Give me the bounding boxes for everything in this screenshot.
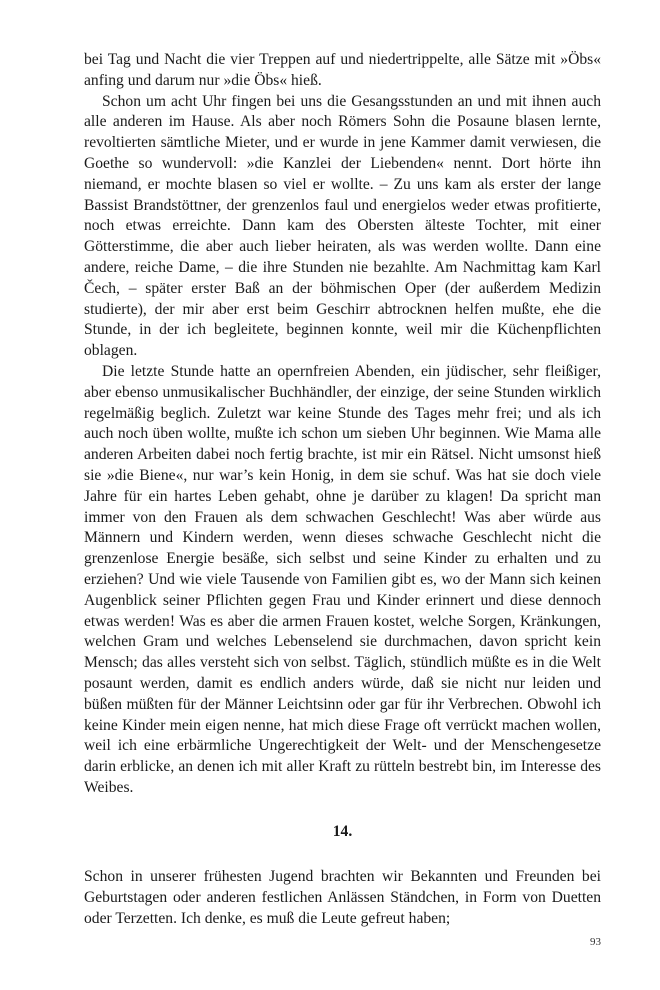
paragraph-2: Schon um acht Uhr fingen bei uns die Gesangsstunden an und mit ihnen auch alle anderen im Hause. Als aber noch Römers Sohn die Posaune blasen lernte, revoltierten sämtliche Mieter, und er wurde in jene Kammer damit verwiesen, die Goethe so wundervoll: »die Kanzlei der Liebenden« nennt. Dort hörte ihn niemand, er mochte blasen so viel er wollte. – Zu uns kam als erster der lange Bassist Brandstöttner, der grenzenlos faul und energielos weder etwas profitierte, noch etwas erreichte. Dann kam des Obersten älteste Tochter, mit einer Götterstimme, die aber auch lieber heiraten, als was werden wollte. Dann eine andere, reiche Dame, – die ihre Stunden nie bezahlte. Am Nachmittag kam Karl Čech, – später erster Baß an der böhmischen Oper (der außerdem Medizin studierte), der mir aber erst beim Geschirr abtrocknen helfen mußte, ehe die Stunde, in der ich begleitete, beginnen konnte, weil mir die Küchenpflichten oblagen. xyxy=(84,92,601,360)
page-body xyxy=(84,50,601,930)
page-number: 93 xyxy=(590,936,601,948)
paragraph-1: bei Tag und Nacht die vier Treppen auf und niedertrippelte, alle Sätze mit »Öbs« anfing und darum nur »die Öbs« hieß. xyxy=(84,51,601,89)
paragraph-4: Schon in unserer frühesten Jugend brachten wir Bekannten und Freunden bei Geburtstagen oder anderen festlichen Anlässen Ständchen, in Form von Duetten oder Terzetten. Ich denke, es muß die Leute gefreut haben; xyxy=(84,868,601,928)
chapter-heading: 14. xyxy=(332,822,353,840)
paragraph-3: Die letzte Stunde hatte an opernfreien Abenden, ein jüdischer, sehr fleißiger, aber ebenso unmusikalischer Buchhändler, der einzige, der seine Stunden wirklich regelmäßig beglich. Zuletzt war keine Stunde des Tages mehr frei; und als ich auch noch üben wollte, mußte ich schon um sieben Uhr beginnen. Wie Mama alle anderen Arbeiten dabei noch fertig brachte, ist mir ein Rätsel. Nicht umsonst hieß sie »die Biene«, nur war’s kein Honig, in dem sie schuf. Was hat sie doch viele Jahre für ein hartes Leben gehabt, ohne je darüber zu klagen! Da spricht man immer von den Frauen als dem schwachen Geschlecht! Was aber würde aus Männern und Kindern werden, wenn dieses schwache Geschlecht nicht die grenzenlose Energie besäße, sich selbst und seine Kinder zu erhalten und zu erziehen? Und wie viele Tausende von Familien gibt es, wo der Mann sich keinen Augenblick seiner Pflichten gegen Frau und Kinder erinnert und diese dennoch etwas werden! Was es aber die armen Frauen kostet, welche Sorgen, Kränkungen, welchen Gram und welches Lebenselend sie durchmachen, davon spricht kein Mensch; das alles versteht sich von selbst. Täglich, stündlich müßte es in die Welt posaunt werden, damit es endlich anders würde, daß sie nicht nur leiden und büßen müßten für der Männer Leichtsinn oder gar für ihr Verbrechen. Obwohl ich keine Kinder mein eigen nenne, hat mich diese Frage oft verrückt machen wollen, weil ich eine erbärmliche Ungerechtigkeit der Welt- und der Menschengesetze darin erblicke, an denen ich mit aller Kraft zu rütteln bestrebt bin, im Interesse des Weibes. xyxy=(84,362,601,796)
